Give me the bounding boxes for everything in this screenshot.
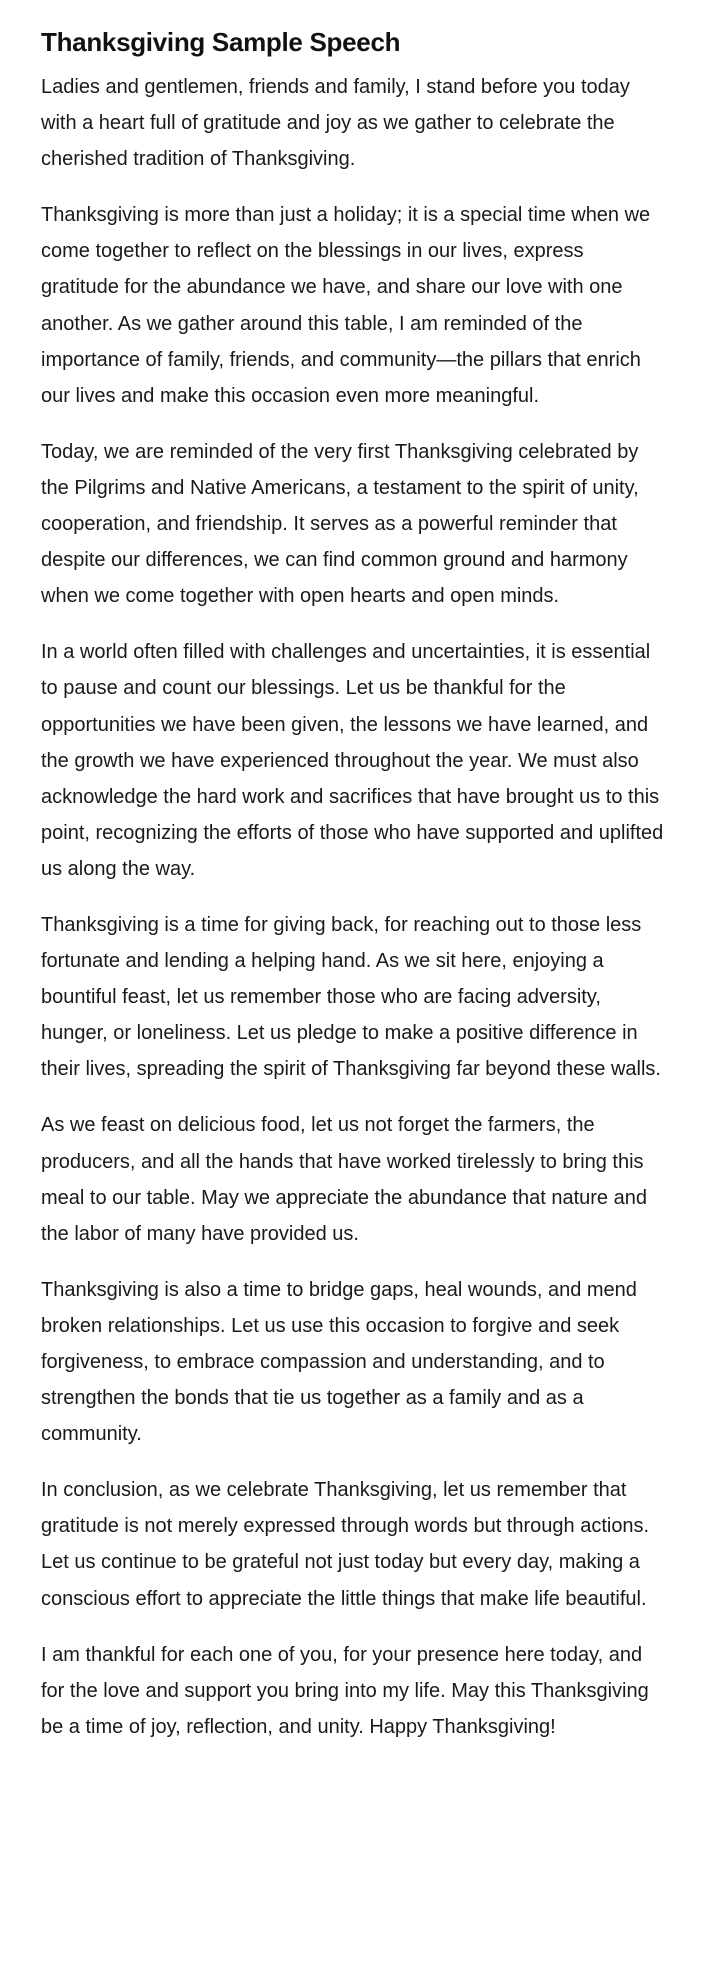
paragraph-giving-back: Thanksgiving is a time for giving back, for reaching out to those less fortunate and lending a helping hand. As we sit here, enjoying a bountiful feast, let us remember those who are facing adversity, hunger, or loneliness. Let us pledge to make a positive difference in their lives, spreading the spirit of Thanksgiving far beyond these walls. [41, 913, 661, 1081]
paragraph-bridge-gaps: Thanksgiving is also a time to bridge gaps, heal wounds, and mend broken relationships. Let us use this occasion to forgive and seek forgiveness, to embrace compassion and understanding, and to strengthen the bonds that tie us together as a family and as a community. [41, 1278, 637, 1446]
paragraph-opening: Ladies and gentlemen, friends and family, I stand before you today with a heart full of gratitude and joy as we gather to celebrate the cherished tradition of Thanksgiving. [41, 76, 630, 171]
paragraph-first-thanksgiving: Today, we are reminded of the very first Thanksgiving celebrated by the Pilgrims and Native Americans, a testament to the spirit of unity, cooperation, and friendship. It serves as a powerful reminder that despite our differences, we can find common ground and harmony when we come together with open hearts and open minds. [41, 440, 639, 608]
paragraph-farmers: As we feast on delicious food, let us not forget the farmers, the producers, and all the hands that have worked tirelessly to bring this meal to our table. May we appreciate the abundance that nature and the labor of many have provided us. [41, 1114, 647, 1245]
paragraph-conclusion: In conclusion, as we celebrate Thanksgiving, let us remember that gratitude is not merely expressed through words but through actions. Let us continue to be grateful not just today but every day, making a conscious effort to appreciate the little things that make life beautiful. [41, 1479, 650, 1610]
paragraph-count-blessings: In a world often filled with challenges and uncertainties, it is essential to pause and count our blessings. Let us be thankful for the opportunities we have been given, the lessons we have learned, and the growth we have experienced throughout the year. We must also acknowledge the hard work and sacrifices that have brought us to this point, recognizing the efforts of those who have supported and uplifted us along the way. [41, 641, 664, 880]
paragraph-closing: I am thankful for each one of you, for your presence here today, and for the love and support you bring into my life. May this Thanksgiving be a time of joy, reflection, and unity. Happy Thanksgiving! [41, 1643, 649, 1738]
paragraph-holiday-meaning: Thanksgiving is more than just a holiday; it is a special time when we come together to reflect on the blessings in our lives, express gratitude for the abundance we have, and share our love with one another. As we gather around this table, I am reminded of the importance of family, friends, and community—the pillars that enrich our lives and make this occasion even more meaningful. [41, 204, 651, 407]
document-body [41, 22, 666, 1765]
document-title: Thanksgiving Sample Speech [41, 27, 401, 57]
